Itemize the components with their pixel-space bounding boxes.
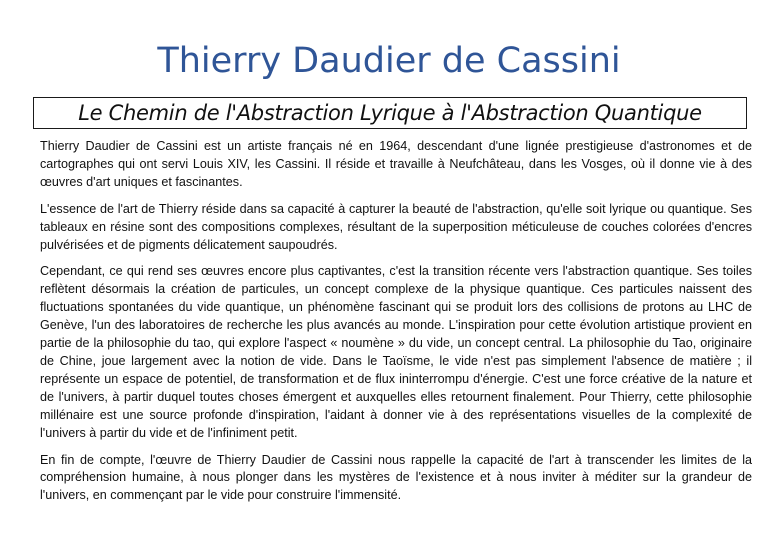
page-title: Thierry Daudier de Cassini [157,41,621,81]
subtitle: Le Chemin de l'Abstraction Lyrique à l'Abstraction Quantique [78,101,702,125]
paragraph-conclusion: En fin de compte, l'œuvre de Thierry Daudier de Cassini nous rappelle la capacité de l'art à transcender les limites de la compréhension humaine, à nous plonger dans les mystères de l'existence et à nous inviter à méditer sur la grandeur de l'univers, en commençant par le vide pour construire l'immensité. [40,452,752,503]
paragraph-essence: L'essence de l'art de Thierry réside dans sa capacité à capturer la beauté de l'abstraction, qu'elle soit lyrique ou quantique. Ses tableaux en résine sont des compositions complexes, résultant de la superposition méticuleuse de couches colorées d'encres pulvérisées et de pigments délicatement saupoudrés. [40,201,752,252]
body-text [40,138,752,514]
paragraph-quantum: Cependant, ce qui rend ses œuvres encore plus captivantes, c'est la transition récente vers l'abstraction quantique. Ses toiles reflètent désormais la création de particules, un concept complexe de la physique quantique. Ces particules naissent des fluctuations spontanées du vide quantique, un phénomène fascinant qui se produit lors des collisions de protons au LHC de Genève, l'un des laboratoires de recherche les plus avancés au monde. L'inspiration pour cette évolution artistique provient en partie de la philosophie du tao, qui explore l'aspect « noumène » du vide, un concept central. La philosophie du Tao, originaire de Chine, joue largement avec la notion de vide. Dans le Taoïsme, le vide n'est pas simplement l'absence de matière ; il représente un espace de potentiel, de transformation et de flux ininterrompu d'énergie. C'est une force créative de la nature et de l'univers, à partir duquel toutes choses émergent et auxquelles elles retournent finalement. Pour Thierry, cette philosophie millénaire est une source profonde d'inspiration, l'aidant à donner vie à des représentations visuelles de la complexité de l'univers à partir du vide et de l'infiniment petit. [40,264,752,440]
paragraph-intro: Thierry Daudier de Cassini est un artiste français né en 1964, descendant d'une lignée prestigieuse d'astronomes et de cartographes qui ont servi Louis XIV, les Cassini. Il réside et travaille à Neufchâteau, dans les Vosges, où il donne vie à des œuvres d'art uniques et fascinantes. [40,139,752,189]
subtitle-box [33,97,747,129]
